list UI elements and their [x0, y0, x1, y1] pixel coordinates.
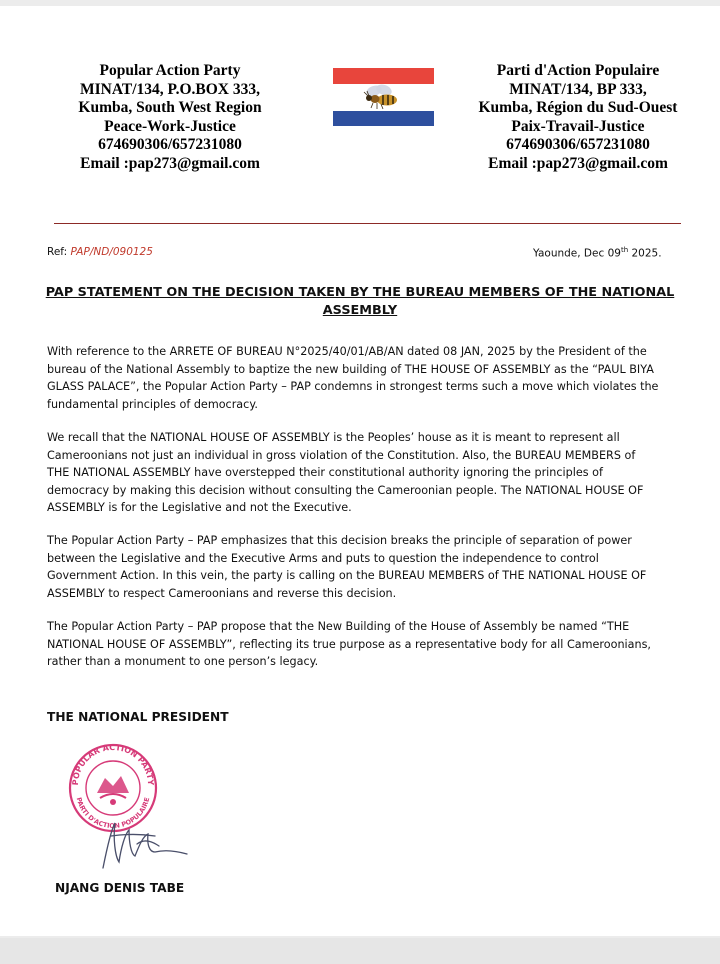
location-en: Kumba, South West Region	[78, 99, 262, 117]
stamp-text-bottom: PARTI D'ACTION POPULAIRE	[74, 796, 152, 831]
stamp-icon	[70, 743, 156, 831]
title-line: PAP STATEMENT ON THE DECISION TAKEN BY THE BUREAU MEMBERS OF THE NATIONAL	[45, 285, 675, 300]
date-year: 2025.	[631, 247, 662, 260]
text-line: between the Legislative and the Executive Arms and puts to question the independence to control	[47, 551, 599, 565]
place-date	[533, 246, 662, 260]
motto-fr: Paix-Travail-Justice	[511, 117, 645, 135]
email-fr: Email :pap273@gmail.com	[488, 154, 668, 172]
location-fr: Kumba, Région du Sud-Ouest	[478, 99, 678, 117]
party-name-en: Popular Action Party	[99, 62, 241, 79]
text-line: With reference to the ARRETE OF BUREAU N°2025/40/01/AB/AN dated 08 JAN, 2025 by the President of the	[47, 345, 647, 358]
text-line: Government Action. In this vein, the party is calling on the BUREAU MEMBERS of THE NATIONAL HOUSE OF	[47, 569, 647, 583]
paragraph-recall	[47, 429, 687, 517]
ref-label: Ref:	[47, 246, 68, 258]
text-line: The Popular Action Party – PAP emphasizes that this decision breaks the principle of separation of power	[47, 534, 632, 547]
paragraph-proposal	[47, 618, 687, 671]
letterhead-french	[448, 62, 708, 174]
party-flag-logo	[333, 68, 434, 126]
phones-fr: 674690306/657231080	[506, 136, 650, 154]
stamp-text-top: POPULAR ACTION PARTY	[70, 742, 156, 786]
text-line: bureau of the National Assembly to baptize the new building of THE HOUSE OF ASSEMBLY as the “PAUL BIYA	[47, 362, 654, 376]
motto-en: Peace-Work-Justice	[104, 117, 236, 135]
text-line: rather than a monument to one person’s legacy.	[47, 655, 319, 669]
text-line: ASSEMBLY to respect Cameroonians and reverse this decision.	[47, 586, 397, 600]
party-name-fr: Parti d'Action Populaire	[496, 62, 660, 79]
signatory-name: NJANG DENIS TABE	[55, 881, 185, 895]
text-line: Cameroonians not just an individual in gross violation of the Constitution. Also, the BUREAU MEMBERS of	[47, 448, 636, 462]
email-en: Email :pap273@gmail.com	[80, 154, 260, 172]
letterhead-english	[40, 62, 300, 174]
ref-number: PAP/ND/090125	[70, 246, 153, 258]
bottom-strip	[0, 938, 720, 964]
statement-title	[40, 284, 680, 319]
text-line: We recall that the NATIONAL HOUSE OF ASSEMBLY is the Peoples’ house as it is meant to represent all	[47, 431, 620, 444]
paragraph-separation-of-power	[47, 532, 687, 602]
text-line: The Popular Action Party – PAP propose that the New Building of the House of Assembly be named “THE	[47, 620, 630, 633]
text-line: ASSEMBLY is for the Legislative and not the Executive.	[47, 501, 352, 515]
phones-en: 674690306/657231080	[98, 136, 242, 154]
paragraph-reference	[47, 343, 687, 413]
text-line: NATIONAL HOUSE OF ASSEMBLY”, reflecting its true purpose as a representative body for all Cameroonians,	[47, 637, 651, 651]
letter-page	[0, 6, 720, 936]
closing-title: THE NATIONAL PRESIDENT	[47, 710, 229, 724]
flag-blue-band	[333, 111, 434, 126]
date-suffix: th	[620, 246, 629, 254]
header-divider	[54, 223, 681, 224]
reference-line	[47, 246, 153, 258]
registration-en: MINAT/134, P.O.BOX 333,	[80, 80, 260, 98]
text-line: fundamental principles of democracy.	[47, 397, 258, 411]
place-date-text: Yaounde, Dec 09	[533, 247, 621, 260]
registration-fr: MINAT/134, BP 333,	[509, 80, 647, 98]
text-line: GLASS PALACE”, the Popular Action Party – PAP condemns in strongest terms such a move which violates the	[47, 380, 659, 394]
flag-red-band	[333, 68, 434, 84]
text-line: THE NATIONAL ASSEMBLY have overstepped their constitutional authority ignoring the principles of	[47, 466, 603, 480]
title-line: ASSEMBLY	[322, 302, 398, 318]
text-line: democracy by making this decision without consulting the Cameroonian people. The NATIONAL HOUSE OF	[47, 483, 644, 497]
party-stamp-and-signature	[55, 738, 205, 883]
